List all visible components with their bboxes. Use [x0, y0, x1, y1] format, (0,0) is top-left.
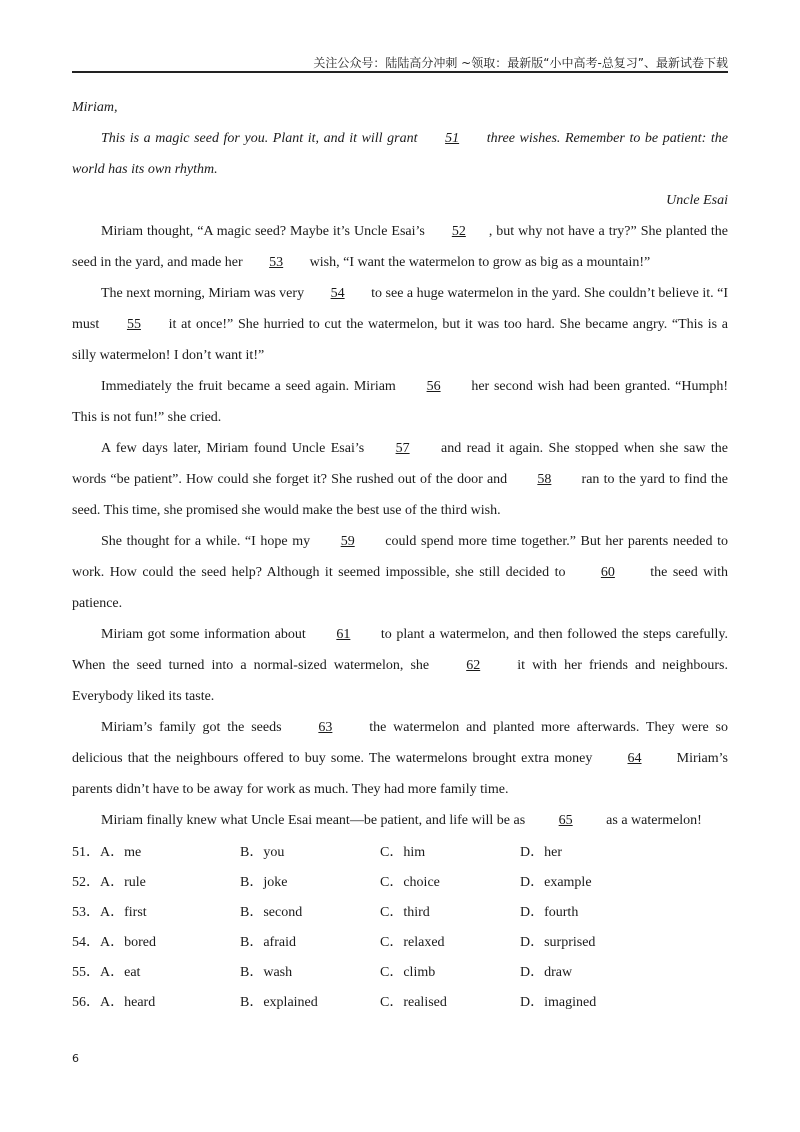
option-a: A．rule [100, 875, 146, 890]
blank-56: 56 [426, 379, 441, 394]
option-d: D．example [520, 875, 592, 890]
question-row [72, 898, 728, 928]
blank-58: 58 [537, 472, 552, 487]
option-a: A．eat [100, 965, 141, 980]
question-number: 52． [72, 875, 100, 890]
option-d: D．draw [520, 965, 573, 980]
paragraph-text: to plant a watermelon, and then followed the steps carefully. When the seed turned into a normal-sized watermelon, she [72, 627, 728, 673]
page-header: 关注公众号：陆陆高分冲刺 ~领取：最新版“小中高考-总复习”、最新试卷下载 [313, 56, 728, 70]
paragraph-text: Miriam’s parents didn’t have to be away for work as much. They had more family time. [72, 751, 728, 797]
paragraph-text: it with her friends and neighbours. Everybody liked its taste. [72, 658, 728, 704]
option-a: A．me [100, 845, 142, 860]
paragraph-text: Miriam finally knew what Uncle Esai meant—be patient, and life will be as [101, 813, 529, 828]
paragraph-text: The next morning, Miriam was very [101, 286, 308, 301]
question-number: 54． [72, 935, 100, 950]
letter-greeting: Miriam, [72, 100, 118, 115]
letter-signature: Uncle Esai [666, 193, 728, 208]
paragraph-text: to see a huge watermelon in the yard. She couldn’t believe it. “I must [72, 286, 729, 332]
option-b: B．afraid [240, 935, 296, 950]
paragraph-text: it at once!” She hurried to cut the watermelon, but it was too hard. She became angry. “This is a silly watermelon! I don’t want it!” [72, 317, 728, 363]
paragraph-text: Miriam thought, “A magic seed? Maybe it’s Uncle Esai’s [101, 224, 429, 239]
story-paragraph [72, 278, 728, 371]
question-row [72, 928, 728, 958]
option-b: B．you [240, 845, 285, 860]
option-b: B．explained [240, 995, 318, 1010]
question-number: 56． [72, 995, 100, 1010]
question-number: 53． [72, 905, 100, 920]
option-c: C．realised [380, 995, 447, 1010]
blank-59: 59 [340, 534, 355, 549]
blank-53: 53 [269, 255, 284, 270]
blank-52: 52 [451, 224, 466, 239]
document-body [72, 92, 728, 1018]
story-paragraph [72, 216, 728, 278]
paragraph-text: the watermelon and planted more afterwards. They were so delicious that the neighbours offered to buy some. The watermelons brought extra money [72, 720, 728, 766]
paragraph-text: Miriam’s family got the seeds [101, 720, 289, 735]
option-c: C．relaxed [380, 935, 445, 950]
blank-55: 55 [126, 317, 141, 332]
option-d: D．imagined [520, 995, 597, 1010]
option-c: C．climb [380, 965, 436, 980]
question-row [72, 868, 728, 898]
story-paragraph [72, 371, 728, 433]
story-paragraph [72, 526, 728, 619]
paragraph-text: , but why not have a try?” She planted the seed in the yard, and made her [72, 224, 728, 270]
option-d: D．her [520, 845, 562, 860]
blank-64: 64 [627, 751, 642, 766]
story-paragraph [72, 619, 728, 712]
paragraph-text: and read it again. She stopped when she saw the words “be patient”. How could she forget it? She rushed out of the door and [72, 441, 728, 487]
blank-57: 57 [395, 441, 410, 456]
letter-text: This is a magic seed for you. Plant it, and it will grant [101, 131, 423, 146]
answer-options [72, 838, 728, 1018]
paragraph-text: Miriam got some information about [101, 627, 311, 642]
story-passage [72, 216, 728, 836]
paragraph-text: A few days later, Miriam found Uncle Esai’s [101, 441, 370, 456]
paragraph-text: wish, “I want the watermelon to grow as big as a mountain!” [306, 255, 651, 270]
option-b: B．second [240, 905, 303, 920]
option-a: A．bored [100, 935, 156, 950]
question-row [72, 838, 728, 868]
paragraph-text: her second wish had been granted. “Humph! This is not fun!” she cried. [72, 379, 728, 425]
blank-63: 63 [318, 720, 333, 735]
option-a: A．first [100, 905, 147, 920]
blank-61: 61 [336, 627, 351, 642]
question-row [72, 958, 728, 988]
blank-60: 60 [600, 565, 615, 580]
story-paragraph [72, 712, 728, 805]
blank-51: 51 [445, 131, 460, 146]
story-paragraph [72, 805, 728, 836]
paragraph-text: the seed with patience. [72, 565, 728, 611]
paragraph-text: She thought for a while. “I hope my [101, 534, 315, 549]
paragraph-text: as a watermelon! [602, 813, 702, 828]
option-d: D．fourth [520, 905, 579, 920]
question-row [72, 988, 728, 1018]
option-a: A．heard [100, 995, 156, 1010]
page-number: 6 [72, 1052, 79, 1065]
blank-65: 65 [558, 813, 573, 828]
letter-body [72, 123, 728, 185]
option-d: D．surprised [520, 935, 596, 950]
header-divider [72, 71, 728, 73]
blank-62: 62 [466, 658, 481, 673]
option-b: B．joke [240, 875, 288, 890]
option-c: C．him [380, 845, 426, 860]
option-c: C．choice [380, 875, 440, 890]
paragraph-text: ran to the yard to find the seed. This time, she promised she would make the best use of the third wish. [72, 472, 728, 518]
paragraph-text: could spend more time together.” But her parents needed to work. How could the seed help? Although it seemed impossible, she still decided to [72, 534, 728, 580]
story-paragraph [72, 433, 728, 526]
paragraph-text: Immediately the fruit became a seed again. Miriam [101, 379, 401, 394]
option-b: B．wash [240, 965, 293, 980]
option-c: C．third [380, 905, 430, 920]
question-number: 51． [72, 845, 100, 860]
blank-54: 54 [330, 286, 345, 301]
letter-text: three wishes. Remember to be patient: the world has its own rhythm. [72, 131, 728, 177]
question-number: 55． [72, 965, 100, 980]
